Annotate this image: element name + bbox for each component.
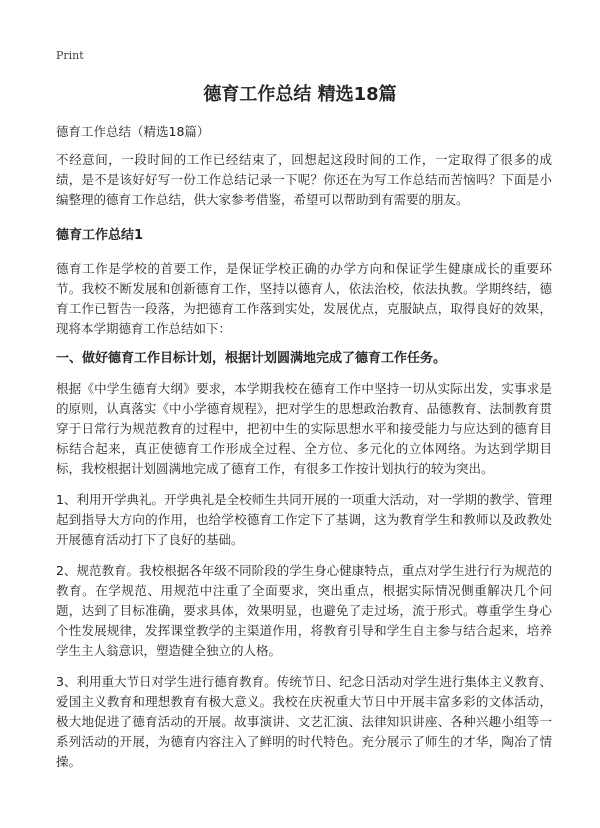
list-item: 1、利用开学典礼。开学典礼是全校师生共同开展的一项重大活动，对一学期的教学、管理起到指导大方向的作用，也给学校德育工作定下了基调，这为教育学生和教师以及政教处开展德育活动打下了良好的基础。 [56,492,552,547]
document-subtitle: 德育工作总结（精选18篇） [56,124,210,139]
section-heading: 德育工作总结1 [56,228,144,243]
intro-paragraph: 不经意间，一段时间的工作已经结束了，回想起这段时间的工作，一定取得了很多的成绩，是不是该好好写一份工作总结记录一下呢？你还在为写工作总结而苦恼吗？下面是小编整理的德育工作总结，供大家参考借鉴，希望可以帮助到有需要的朋友。 [56,152,552,207]
print-label: Print [56,49,84,62]
section-subheading: 一、做好德育工作目标计划，根据计划圆满地完成了德育工作任务。 [56,351,447,366]
section-paragraph: 德育工作是学校的首要工作，是保证学校正确的办学方向和保证学生健康成长的重要环节。我校不断发展和创新德育工作，坚持以德育人，依法治校，依法执教。学期终结，德育工作已暂告一段落，为把德育工作落到实处，发展优点，克服缺点，取得良好的效果，现将本学期德育工作总结如下： [56,261,552,336]
document-body [56,150,552,783]
list-item: 3、利用重大节日对学生进行德育教育。传统节日、纪念日活动对学生进行集体主义教育、爱国主义教育和理想教育有极大意义。我校在庆祝重大节日中开展丰富多彩的文体活动，极大地促进了德育活动的开展。故事演讲、文艺汇演、法律知识讲座、各种兴趣小组等一系列活动的开展，为德育内容注入了鲜明的时代特色。充分展示了师生的才华，陶冶了情操。 [56,674,552,769]
document-title: 德育工作总结 精选18篇 [203,84,397,105]
section-paragraph: 根据《中学生德育大纲》要求，本学期我校在德育工作中坚持一切从实际出发，实事求是的原则，认真落实《中小学德育规程》，把对学生的思想政治教育、品德教育、法制教育贯穿于日常行为规范教育的过程中，把初中生的实际思想水平和接受能力与应达到的德育目标结合起来，真正使德育工作形成全过程、全方位、多元化的立体网络。为达到学期目标，我校根据计划圆满地完成了德育工作，有很多工作按计划执行的较为突出。 [56,381,552,476]
list-item: 2、规范教育。我校根据各年级不同阶段的学生身心健康特点，重点对学生进行行为规范的教育。在学规范、用规范中注重了全面要求，突出重点，根据实际情况侧重解决几个问题，达到了目标准确，要求具体，效果明显，也避免了走过场，流于形式。尊重学生身心个性发展规律，发挥课堂教学的主渠道作用，将教育引导和学生自主参与结合起来，培养学生主人翁意识，塑造健全独立的人格。 [56,563,552,658]
